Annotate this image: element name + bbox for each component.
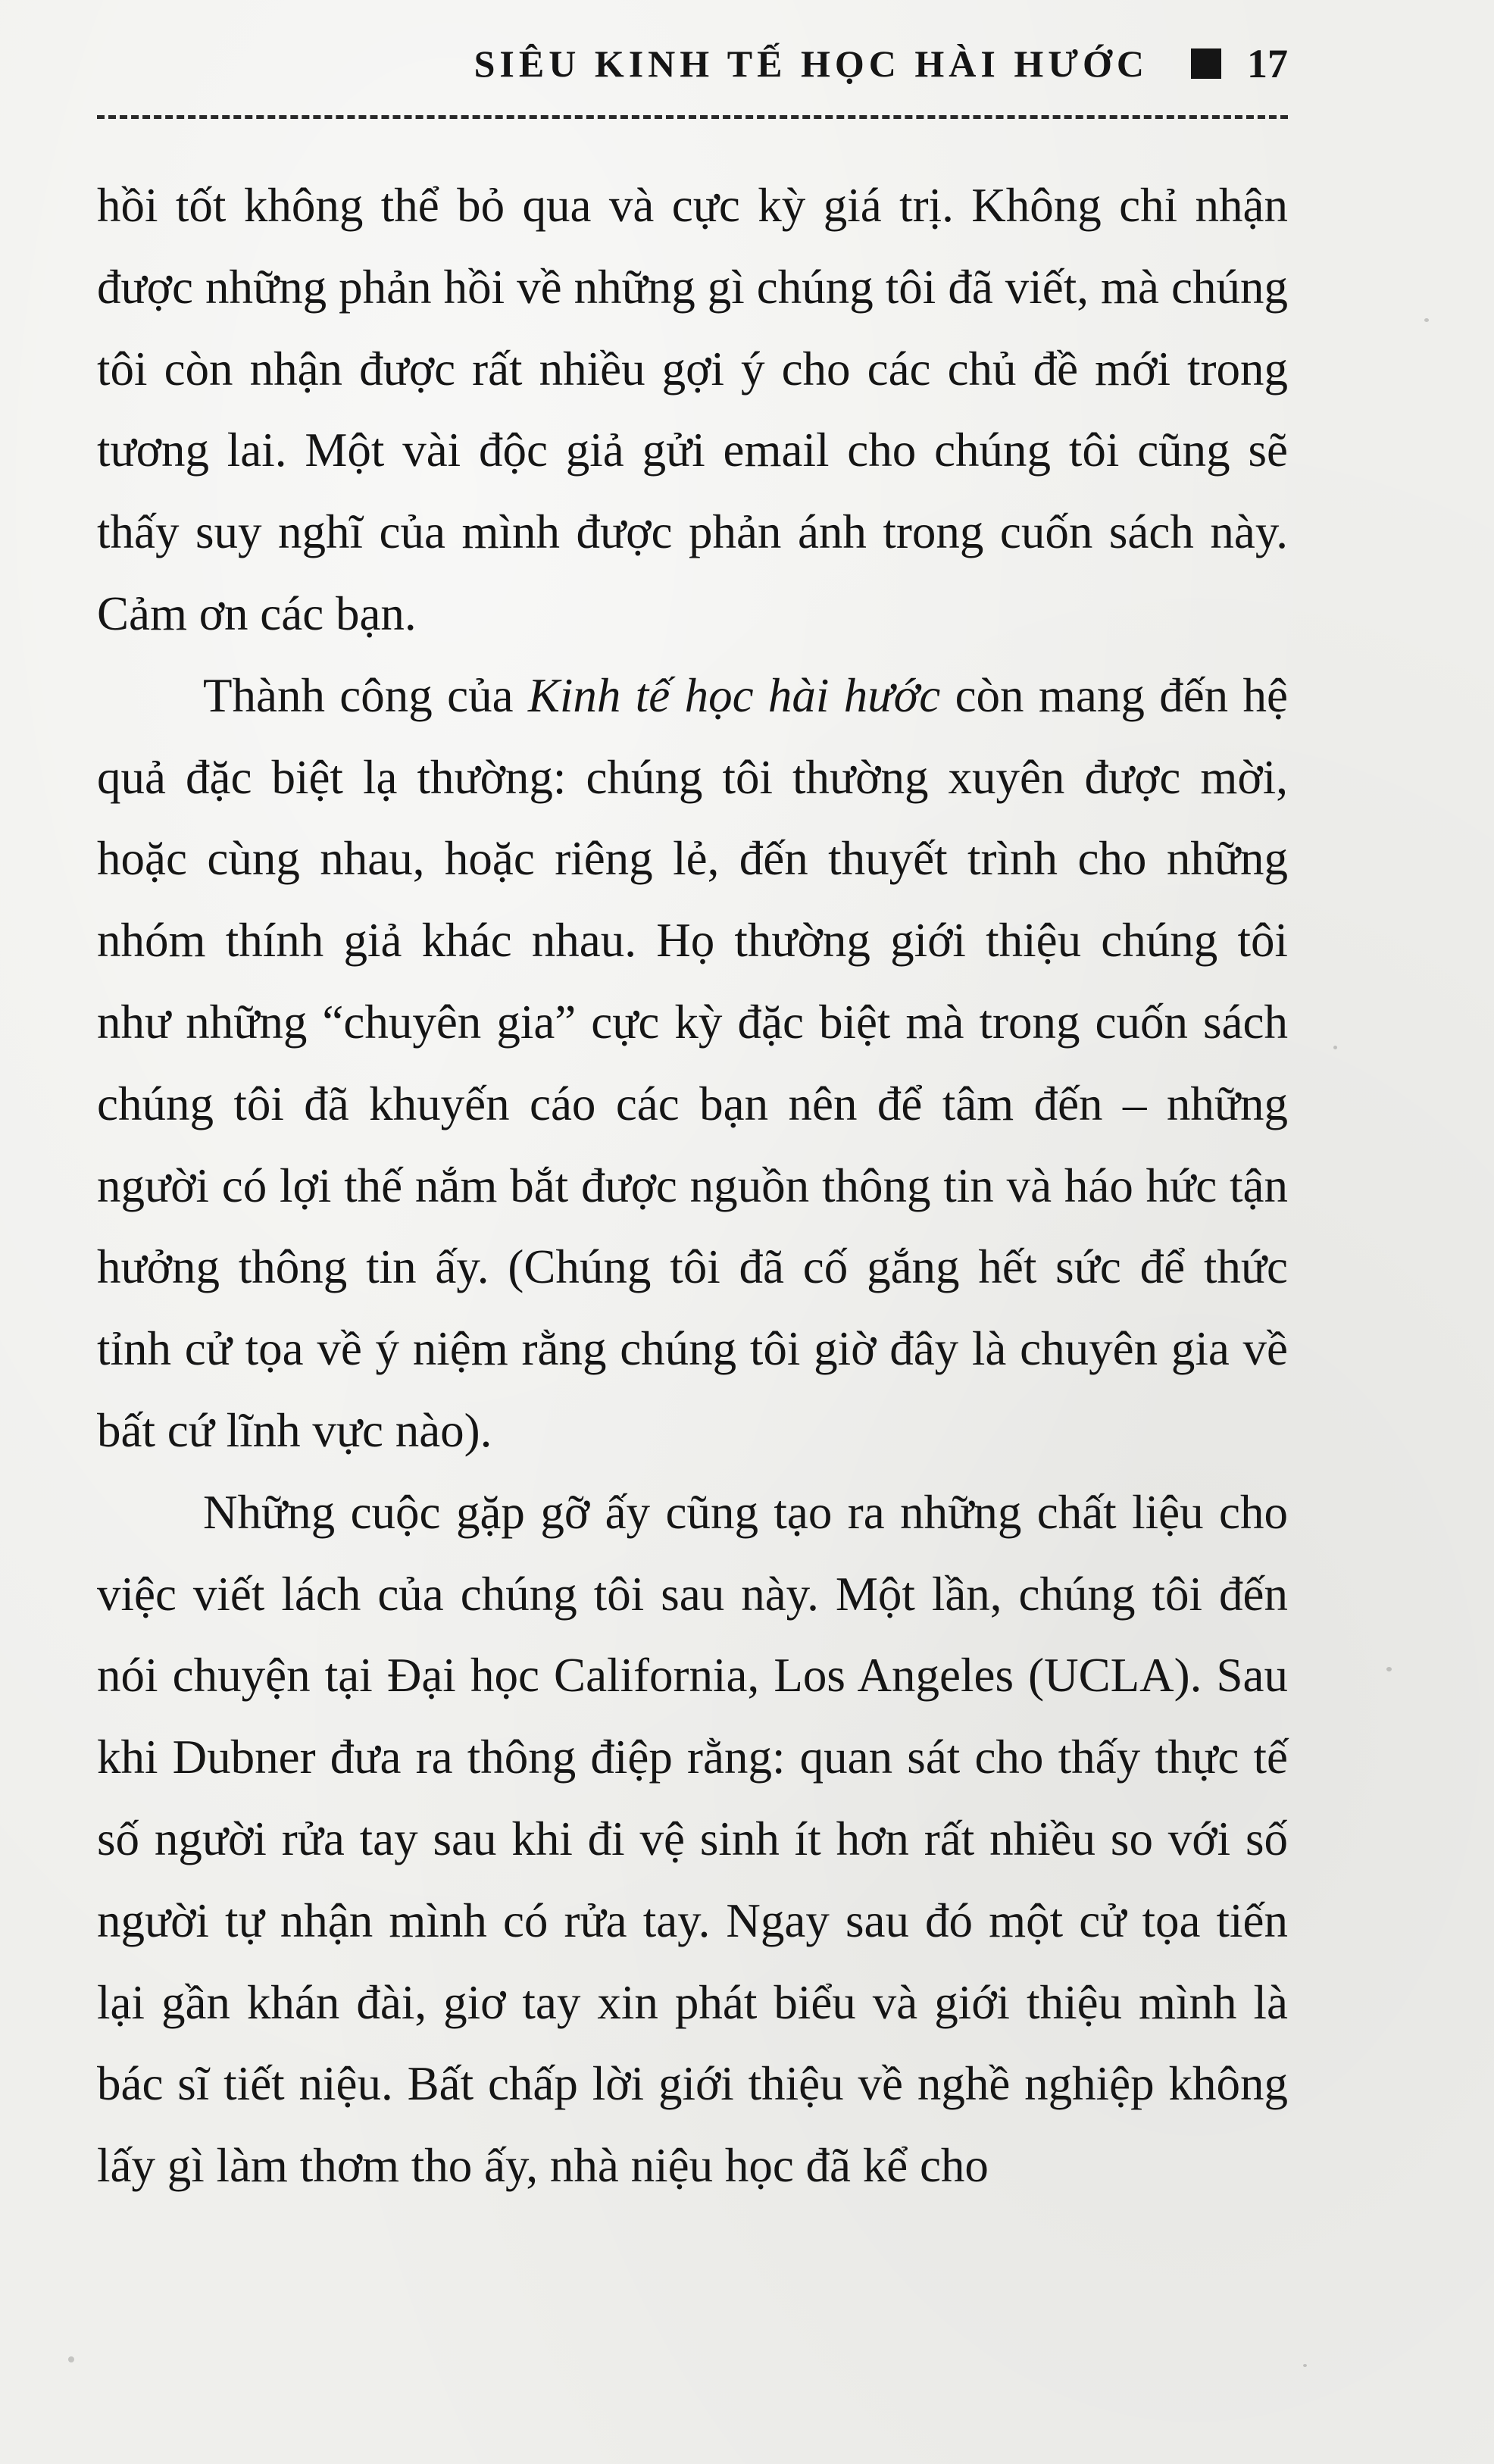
square-ornament-icon xyxy=(1191,48,1221,79)
paragraph-3: Những cuộc gặp gỡ ấy cũng tạo ra những chất liệu cho việc viết lách của chúng tôi sau này. Một lần, chúng tôi đến nói chuyện tại Đại học California, Los Angeles (UCLA). Sau khi Dubner đưa ra thông điệp rằng: quan sát cho thấy thực tế số người rửa tay sau khi đi vệ sinh ít hơn rất nhiều so với số người tự nhận mình có rửa tay. Ngay sau đó một cử tọa tiến lại gần khán đài, giơ tay xin phát biểu và giới thiệu mình là bác sĩ tiết niệu. Bất chấp lời giới thiệu về nghề nghiệp không lấy gì làm thơm tho ấy, nhà niệu học đã kể cho xyxy=(97,1485,1288,2193)
paragraph-2-start: Thành công của xyxy=(203,668,528,722)
running-header xyxy=(0,36,1288,91)
paragraph-1: hồi tốt không thể bỏ qua và cực kỳ giá trị. Không chỉ nhận được những phản hồi về những gì chúng tôi đã viết, mà chúng tôi còn nhận được rất nhiều gợi ý cho các chủ đề mới trong tương lai. Một vài độc giả gửi email cho chúng tôi cũng sẽ thấy suy nghĩ của mình được phản ánh trong cuốn sách này. Cảm ơn các bạn. xyxy=(97,179,1288,640)
paragraph-2-rest: còn mang đến hệ quả đặc biệt lạ thường: chúng tôi thường xuyên được mời, hoặc cùng nhau, hoặc riêng lẻ, đến thuyết trình cho những nhóm thính giả khác nhau. Họ thường giới thiệu chúng tôi như những “chuyên gia” cực kỳ đặc biệt mà trong cuốn sách chúng tôi đã khuyến cáo các bạn nên để tâm đến – những người có lợi thế nắm bắt được nguồn thông tin và háo hức tận hưởng thông tin ấy. (Chúng tôi đã cố gắng hết sức để thức tỉnh cử tọa về ý niệm rằng chúng tôi giờ đây là chuyên gia về bất cứ lĩnh vực nào). xyxy=(97,668,1289,1457)
paragraph-2 xyxy=(97,655,1288,1472)
header-divider xyxy=(97,115,1288,119)
paper-speck xyxy=(1303,2364,1307,2367)
book-title-italic: Kinh tế học hài hước xyxy=(527,668,941,722)
page-number: 17 xyxy=(1247,41,1288,86)
paper-speck xyxy=(1386,1667,1392,1671)
paper-speck xyxy=(68,2356,74,2362)
running-title: SIÊU KINH TẾ HỌC HÀI HƯỚC xyxy=(474,42,1149,85)
paper-speck xyxy=(1424,318,1429,322)
paper-speck xyxy=(1333,1046,1337,1049)
body-text xyxy=(97,165,1288,2207)
